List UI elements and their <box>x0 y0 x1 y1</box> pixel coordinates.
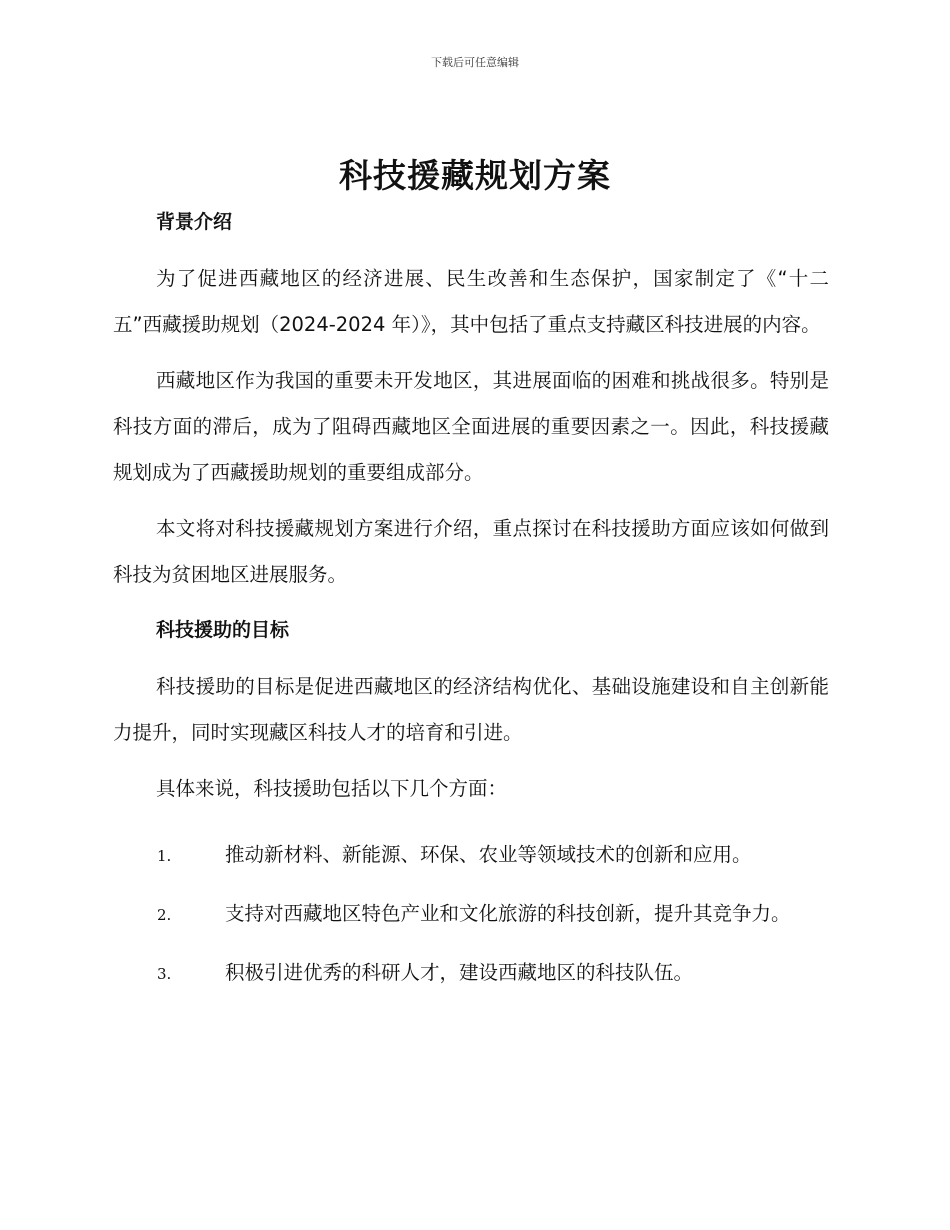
document-title: 科技援藏规划方案 <box>339 156 611 195</box>
document-body <box>113 200 829 997</box>
list-item-number: 3. <box>157 965 172 983</box>
paragraph: 为了促进西藏地区的经济进展、民生改善和生态保护，国家制定了《“十二五”西藏援助规划（2024-2024 年）》，其中包括了重点支持藏区科技进展的内容。 <box>113 267 829 336</box>
paragraph: 科技援助的目标是促进西藏地区的经济结构优化、基础设施建设和自主创新能力提升，同时实现藏区科技人才的培育和引进。 <box>113 675 829 744</box>
section-goals <box>113 608 829 997</box>
section-heading: 背景介绍 <box>156 211 233 233</box>
paragraph: 具体来说，科技援助包括以下几个方面： <box>156 777 508 800</box>
list-item-text: 积极引进优秀的科研人才，建设西藏地区的科技队伍。 <box>225 961 694 984</box>
list-item <box>113 832 829 879</box>
paragraph: 西藏地区作为我国的重要未开发地区，其进展面临的困难和挑战很多。特别是科技方面的滞后，成为了阻碍西藏地区全面进展的重要因素之一。因此，科技援藏规划成为了西藏援助规划的重要组成部分。 <box>113 369 829 484</box>
list-item-text: 支持对西藏地区特色产业和文化旅游的科技创新，提升其竞争力。 <box>225 902 791 925</box>
section-heading: 科技援助的目标 <box>156 619 290 641</box>
list-item-number: 2. <box>157 906 172 924</box>
page-header-note: 下载后可任意编辑 <box>431 56 519 69</box>
section-background <box>113 200 829 598</box>
list-item <box>113 950 829 997</box>
list-item-text: 推动新材料、新能源、环保、农业等领域技术的创新和应用。 <box>225 843 752 866</box>
list-item <box>113 891 829 938</box>
list-item-number: 1. <box>157 847 172 865</box>
paragraph: 本文将对科技援藏规划方案进行介绍，重点探讨在科技援助方面应该如何做到科技为贫困地区进展服务。 <box>113 517 829 586</box>
